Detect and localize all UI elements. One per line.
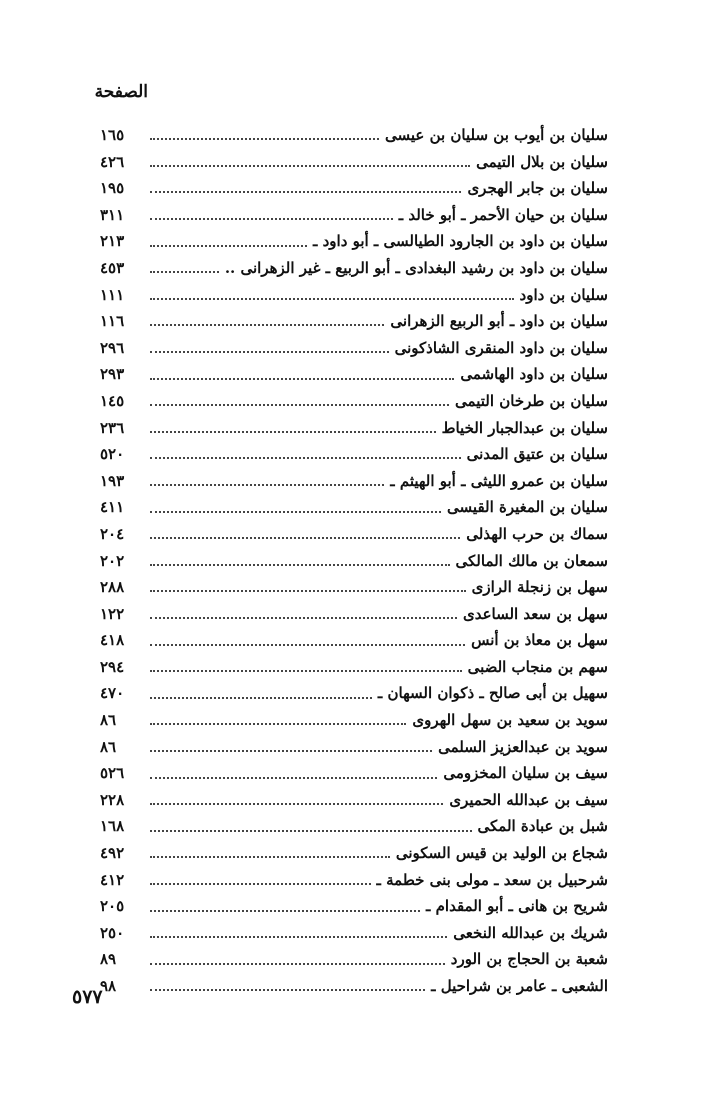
entry-page-number: ٤١١ [100,498,125,517]
dot-leader [150,936,447,938]
entry-page-number: ٢١٣ [100,232,125,251]
entry-name: سويد بن سعيد بن سهل الهروى [412,711,608,730]
entry-page-number: ٣١١ [100,205,125,224]
entry-name: سليان بن أيوب بن سليان بن عيسى [385,126,608,144]
dot-leader [150,830,472,832]
dot-leader [150,537,460,539]
entry-page-number: ٢٩٣ [100,365,125,384]
entry-page-number: ١٩٥ [100,179,125,198]
dot-leader [150,138,379,140]
entry-name: سليان بن طرخان التيمى [455,391,608,410]
dot-leader [150,963,445,965]
index-entry [100,548,608,575]
entry-name: سليان بن عبدالجبار الخياط [441,418,608,437]
entry-name: سليان بن داود [519,285,608,304]
index-entry [100,707,608,734]
entry-name: سهل بن زنجلة الرازى [471,578,608,597]
entry-page-number: ٨٩ [100,950,117,969]
dot-leader [150,883,371,885]
dot-leader [150,431,436,433]
entry-page-number: ٢٣٦ [100,418,125,437]
index-entry [100,361,608,388]
dot-leader [150,484,384,486]
index-entry [100,335,608,362]
index-entry [100,122,608,149]
index-entry [100,415,608,442]
dot-leader [150,617,457,619]
dot-leader [150,271,219,273]
entry-page-number: ١١٦ [100,312,125,331]
entry-name: سليان بن داود المنقرى الشاذكونى [394,338,608,357]
dot-leader [150,777,437,779]
dot-leader [150,404,449,406]
index-entry [100,202,608,229]
index-entry [100,228,608,255]
entry-page-number: ١٦٥ [100,126,125,144]
entry-page-number: ١١١ [100,285,125,304]
index-entry [100,175,608,202]
dot-leader [150,750,432,752]
entry-name: سهل بن سعد الساعدى [462,604,608,623]
entry-name: سماك بن حرب الهذلى [466,524,608,543]
entry-name: شعبة بن الحجاج بن الورد [450,950,608,969]
entry-name: شبل بن عبادة المكى [477,817,608,836]
entry-page-number: ٥٢٦ [100,764,125,783]
entry-page-number: ٤٥٣ [100,258,125,277]
dot-leader [150,511,441,513]
dot-leader [150,351,389,353]
index-entry [100,494,608,521]
entry-name: سهم بن منجاب الضبى [467,657,608,676]
index-entry [100,601,608,628]
entry-page-number: ٤١٨ [100,631,125,650]
entry-page-number: ١٢٢ [100,604,125,623]
index-entry [100,893,608,920]
index-entry [100,574,608,601]
index-entry [100,920,608,947]
entry-page-number: ٩٨ [100,977,117,995]
entry-name: سليان بن داود الهاشمى [460,365,608,384]
index-entry [100,787,608,814]
dot-leader [150,989,425,991]
entry-name: سهيل بن أبى صالح ـ ذكوان السهان ـ [377,684,608,703]
dot-leader [150,245,307,247]
entry-name: الشعبى ـ عامر بن شراحيل ـ [431,977,608,995]
dot-leader [150,910,420,912]
index-entry [100,654,608,681]
dot-leader [150,723,406,725]
index-entry [100,813,608,840]
index-entry [100,867,608,894]
entry-page-number: ٢٠٥ [100,897,125,916]
entry-name: سمعان بن مالك المالكى [455,551,608,570]
entry-page-number: ١٩٣ [100,471,125,490]
index-entry [100,255,608,282]
dot-leader [150,590,466,592]
entry-page-number: ٢٩٦ [100,338,125,357]
entry-page-number: ٤١٢ [100,870,125,889]
index-entry [100,149,608,176]
entry-page-number: ١٦٨ [100,817,125,836]
entry-page-number: ٢٩٤ [100,657,125,676]
index-entry [100,468,608,495]
dot-leader [150,644,465,646]
index-entry [100,840,608,867]
page-number: ٥٧٧ [72,986,103,1008]
index-entry-list [100,122,608,1000]
index-entry [100,734,608,761]
index-entry [100,946,608,973]
entry-name: سهل بن معاذ بن أنس [471,631,608,650]
entry-name: سيف بن عبدالله الحميرى [449,790,608,809]
entry-name: سليان بن جابر الهجرى [467,179,608,198]
dot-leader [150,218,393,220]
entry-name: سليان بن داود ـ أبو الربيع الزهرانى [390,312,608,331]
entry-name: سليان بن داود بن رشيد البغدادى ـ أبو الربيع ـ غير الزهرانى .. [224,258,608,277]
entry-name: سليان بن عمرو الليثى ـ أبو الهيثم ـ [390,471,608,490]
page-column-header: الصفحة [94,82,148,102]
entry-name: سليان بن عتيق المدنى [466,445,608,464]
entry-name: سليان بن المغيرة القيسى [447,498,608,517]
entry-page-number: ٢٨٨ [100,578,125,597]
dot-leader [150,298,514,300]
index-entry [100,282,608,309]
entry-page-number: ٤٩٢ [100,844,125,863]
dot-leader [150,697,372,699]
dot-leader [150,856,390,858]
dot-leader [150,191,461,193]
entry-name: سويد بن عبدالعزيز السلمى [438,737,608,756]
entry-page-number: ٢٥٠ [100,923,125,942]
entry-page-number: ٤٧٠ [100,684,125,703]
entry-name: شريح بن هانى ـ أبو المقدام ـ [426,897,608,916]
entry-page-number: ٢٢٨ [100,790,125,809]
dot-leader [150,803,443,805]
entry-page-number: ٥٢٠ [100,445,125,464]
entry-name: سليان بن بلال التيمى [476,152,608,171]
index-entry [100,680,608,707]
entry-name: شجاع بن الوليد بن قيس السكونى [395,844,608,863]
index-entry [100,308,608,335]
entry-name: سليان بن داود بن الجارود الطيالسى ـ أبو داود ـ [312,232,608,251]
dot-leader [150,324,384,326]
entry-page-number: ٢٠٢ [100,551,125,570]
entry-name: سليان بن حيان الأحمر ـ أبو خالد ـ [398,205,608,224]
index-entry [100,760,608,787]
entry-name: شريك بن عبدالله النخعى [453,923,608,942]
dot-leader [150,165,470,167]
index-entry [100,521,608,548]
entry-page-number: ٨٦ [100,737,117,756]
index-entry [100,973,608,1000]
dot-leader [150,378,454,380]
entry-page-number: ٢٠٤ [100,524,125,543]
entry-page-number: ٤٢٦ [100,152,125,171]
index-entry [100,441,608,468]
index-entry [100,388,608,415]
dot-leader [150,564,450,566]
entry-name: شرحبيل بن سعد ـ مولى بنى خطمة ـ [376,870,608,889]
index-entry [100,627,608,654]
dot-leader [150,457,461,459]
entry-page-number: ٨٦ [100,711,117,730]
dot-leader [150,670,462,672]
entry-name: سيف بن سليان المخزومى [443,764,608,783]
entry-page-number: ١٤٥ [100,391,125,410]
